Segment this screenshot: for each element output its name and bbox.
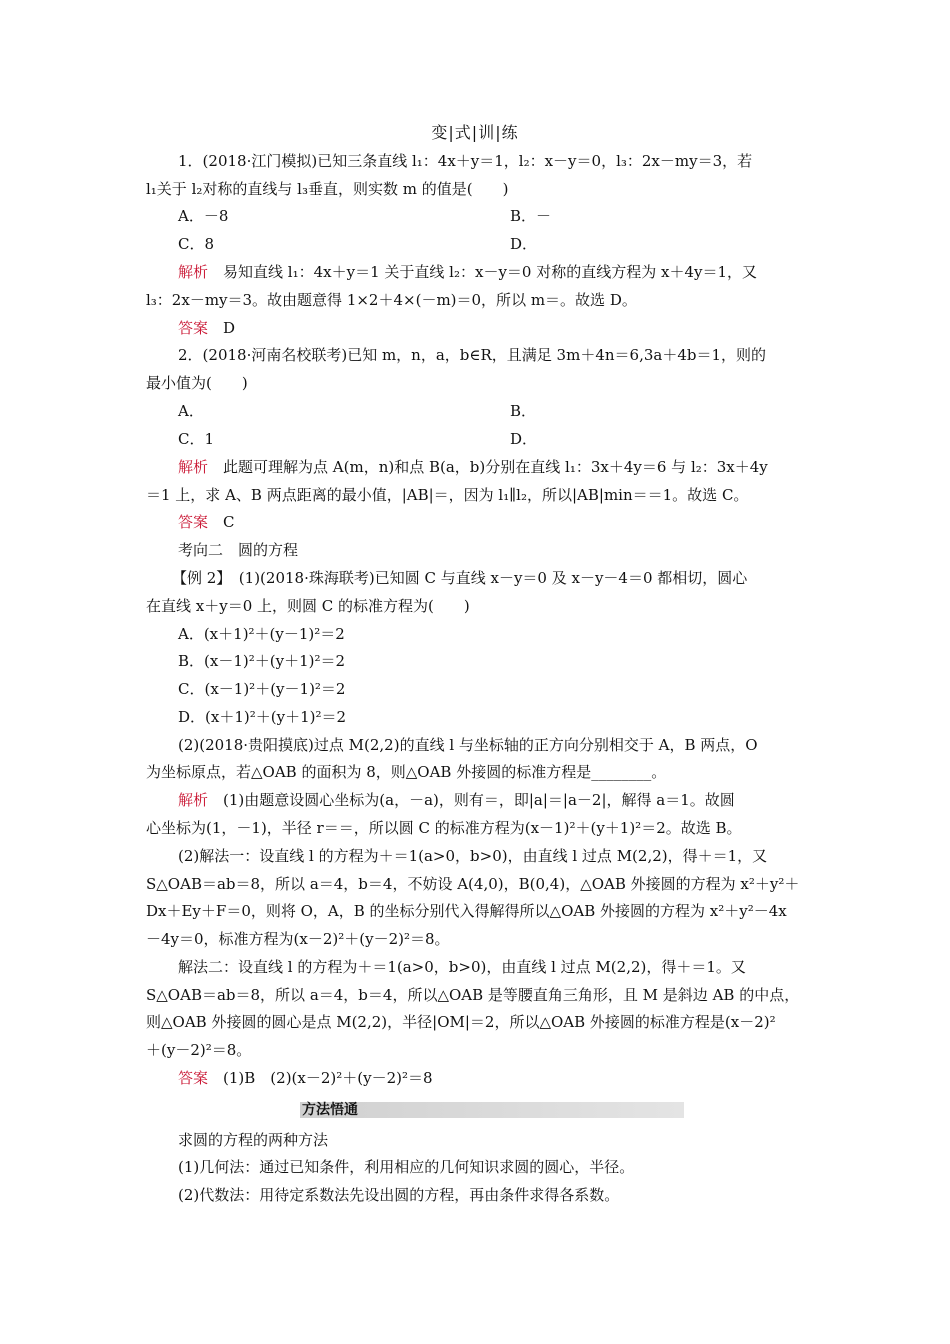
example2-solution-line3: (2)解法一：设直线 l 的方程为＋＝1(a>0，b>0)，由直线 l 过点 M(2,2)，得＋＝1，又 <box>178 847 768 865</box>
q1-solution-label: 解析 <box>178 263 209 281</box>
example2-option-a: A．(x＋1)²＋(y－1)²＝2 <box>178 625 345 643</box>
example2-solution-line10: ＋(y－2)²＝8。 <box>146 1041 252 1059</box>
method-line2: (1)几何法：通过已知条件，利用相应的几何知识求圆的圆心，半径。 <box>178 1158 635 1176</box>
q2-option-a: A． <box>178 402 204 420</box>
example2-solution-line7: 解法二：设直线 l 的方程为＋＝1(a>0，b>0)，由直线 l 过点 M(2,2)，得＋＝1。又 <box>178 958 746 976</box>
example2-solution-line1 <box>178 790 735 810</box>
method-line1: 求圆的方程的两种方法 <box>178 1131 329 1149</box>
example2-option-c: C．(x－1)²＋(y－1)²＝2 <box>178 680 346 698</box>
q2-solution-line2: ＝1 上，求 A、B 两点距离的最小值，|AB|＝，因为 l₁∥l₂，所以|AB|min＝＝1。故选 C。 <box>146 486 749 504</box>
section-heading: 考向二 圆的方程 <box>178 541 299 559</box>
q2-answer <box>178 512 235 532</box>
example2-answer <box>178 1068 433 1088</box>
example2-solution-line5: Dx＋Ey＋F＝0，则将 O，A，B 的坐标分别代入得解得所以△OAB 外接圆的方程为 x²＋y²－4x <box>146 902 787 920</box>
q2-answer-value: C <box>223 513 235 531</box>
q2-stem-line2: 最小值为( ) <box>146 374 248 392</box>
example2-solution-line6: －4y＝0，标准方程为(x－2)²＋(y－2)²＝8。 <box>146 930 450 948</box>
example2-part2-line2: 为坐标原点，若△OAB 的面积为 8，则△OAB 外接圆的标准方程是________。 <box>146 763 667 781</box>
q1-stem-line2: l₁关于 l₂对称的直线与 l₃垂直，则实数 m 的值是( ) <box>146 180 509 198</box>
example2-stem-line2: 在直线 x＋y＝0 上，则圆 C 的标准方程为( ) <box>146 597 470 615</box>
q1-stem-line1: 1．(2018·江门模拟)已知三条直线 l₁：4x＋y＝1，l₂：x－y＝0，l₃：2x－my＝3，若 <box>178 152 753 170</box>
method-banner-label: 方法悟通 <box>302 1102 358 1118</box>
example2-option-d: D．(x＋1)²＋(y＋1)²＝2 <box>178 708 347 726</box>
q2-answer-label: 答案 <box>178 513 209 531</box>
q1-solution-line1 <box>178 262 757 282</box>
q2-solution-text: 此题可理解为点 A(m，n)和点 B(a，b)分别在直线 l₁：3x＋4y＝6 与 l₂：3x＋4y <box>223 458 768 476</box>
q1-option-a: A．－8 <box>178 207 229 225</box>
example2-stem-line1: 【例 2】 (1)(2018·珠海联考)已知圆 C 与直线 x－y＝0 及 x－y－4＝0 都相切，圆心 <box>172 569 748 587</box>
q1-answer-label: 答案 <box>178 319 209 337</box>
q2-option-c: C．1 <box>178 430 215 448</box>
method-line3: (2)代数法：用待定系数法先设出圆的方程，再由条件求得各系数。 <box>178 1186 620 1204</box>
q1-answer <box>178 318 235 338</box>
section-title: 变|式|训|练 <box>431 123 519 142</box>
example2-answer-label: 答案 <box>178 1069 209 1087</box>
example2-option-b: B．(x－1)²＋(y＋1)²＝2 <box>178 652 346 670</box>
example2-solution-line2: 心坐标为(1，－1)，半径 r＝＝，所以圆 C 的标准方程为(x－1)²＋(y＋1)²＝2。故选 B。 <box>146 819 742 837</box>
q1-answer-value: D <box>223 319 236 337</box>
example2-part2-line1: (2)(2018·贵阳摸底)过点 M(2,2)的直线 l 与坐标轴的正方向分别相交于 A，B 两点，O <box>178 736 758 754</box>
q2-solution-label: 解析 <box>178 458 209 476</box>
example2-answer-value: (1)B (2)(x－2)²＋(y－2)²＝8 <box>223 1069 433 1087</box>
example2-solution-line4: S△OAB＝ab＝8，所以 a＝4，b＝4，不妨设 A(4,0)，B(0,4)，△OAB 外接圆的方程为 x²＋y²＋ <box>146 875 800 893</box>
example2-solution-line9: 则△OAB 外接圆的圆心是点 M(2,2)，半径|OM|＝2，所以△OAB 外接圆的标准方程是(x－2)² <box>146 1013 776 1031</box>
q2-option-d: D． <box>510 430 538 448</box>
example2-solution-text: (1)由题意设圆心坐标为(a，－a)，则有＝，即|a|＝|a－2|，解得 a＝1。故圆 <box>223 791 735 809</box>
q1-option-d: D． <box>510 235 538 253</box>
q2-option-b: B． <box>510 402 537 420</box>
example2-solution-label: 解析 <box>178 791 209 809</box>
q1-solution-line2: l₃：2x－my＝3。故由题意得 1×2＋4×(－m)＝0，所以 m＝。故选 D。 <box>146 291 637 309</box>
q2-solution-line1 <box>178 457 768 477</box>
example2-solution-line8: S△OAB＝ab＝8，所以 a＝4，b＝4，所以△OAB 是等腰直角三角形，且 M 是斜边 AB 的中点， <box>146 986 800 1004</box>
q1-option-b: B．－ <box>510 207 552 225</box>
q1-option-c: C．8 <box>178 235 215 253</box>
q2-stem-line1: 2．(2018·河南名校联考)已知 m，n，a，b∈R，且满足 3m＋4n＝6,3a＋4b＝1，则的 <box>178 346 767 364</box>
q1-solution-text: 易知直线 l₁：4x＋y＝1 关于直线 l₂：x－y＝0 对称的直线方程为 x＋4y＝1，又 <box>223 263 758 281</box>
